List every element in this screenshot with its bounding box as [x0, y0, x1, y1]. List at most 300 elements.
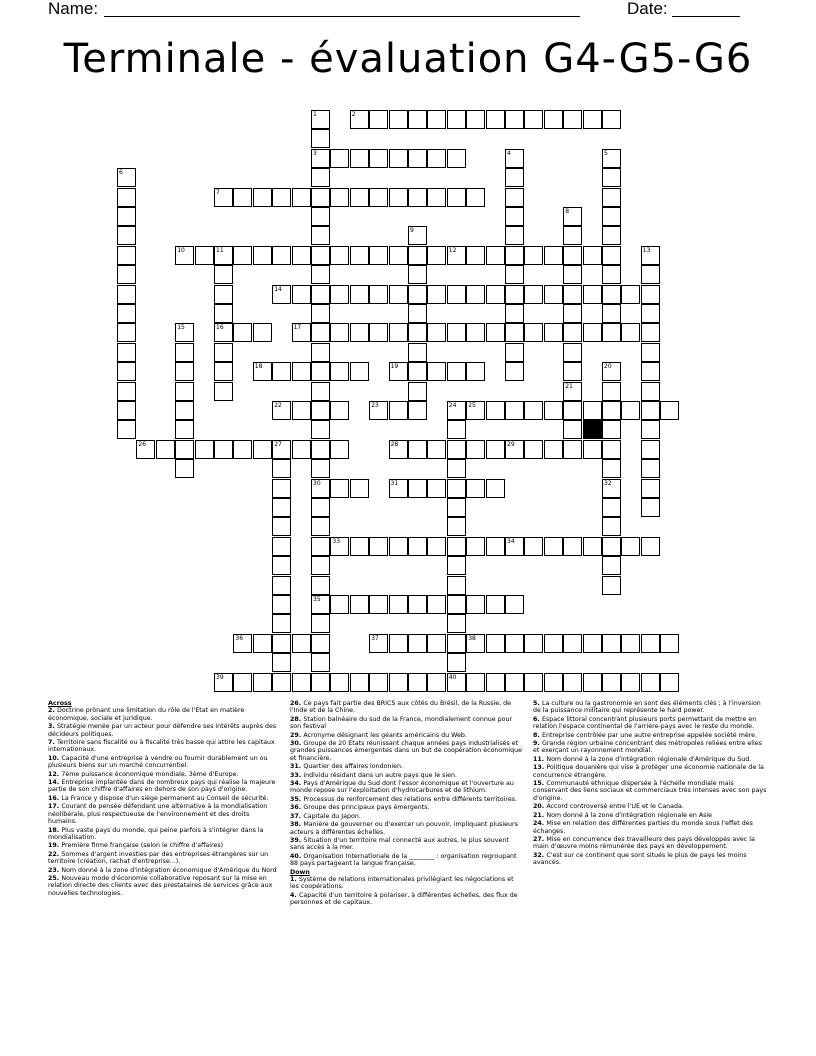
grid-cell[interactable] [505, 323, 524, 342]
grid-cell[interactable] [505, 168, 524, 187]
grid-cell[interactable] [641, 304, 660, 323]
grid-cell[interactable] [583, 673, 602, 692]
grid-cell[interactable] [641, 479, 660, 498]
grid-cell[interactable] [408, 246, 427, 265]
grid-cell[interactable] [311, 440, 330, 459]
grid-cell[interactable] [408, 401, 427, 420]
grid-cell[interactable] [214, 362, 233, 381]
grid-cell[interactable] [621, 537, 640, 556]
grid-cell[interactable] [311, 459, 330, 478]
grid-cell[interactable] [447, 149, 466, 168]
grid-cell[interactable] [330, 246, 349, 265]
grid-cell[interactable] [505, 362, 524, 381]
grid-cell[interactable] [350, 188, 369, 207]
grid-cell[interactable] [641, 323, 660, 342]
grid-cell[interactable] [544, 440, 563, 459]
grid-cell[interactable] [641, 459, 660, 478]
grid-cell[interactable] [311, 207, 330, 226]
grid-cell[interactable] [350, 246, 369, 265]
grid-cell[interactable] [563, 362, 582, 381]
grid-cell[interactable] [272, 188, 291, 207]
grid-cell[interactable] [563, 673, 582, 692]
grid-cell[interactable] [641, 401, 660, 420]
grid-cell[interactable] [253, 323, 272, 342]
grid-cell[interactable] [524, 401, 543, 420]
grid-cell[interactable] [272, 634, 291, 653]
grid-cell[interactable] [563, 207, 582, 226]
grid-cell[interactable] [408, 110, 427, 129]
grid-cell[interactable] [330, 362, 349, 381]
grid-cell[interactable] [233, 440, 252, 459]
grid-cell[interactable] [408, 265, 427, 284]
grid-cell[interactable] [253, 246, 272, 265]
grid-cell[interactable] [563, 401, 582, 420]
grid-cell[interactable] [311, 246, 330, 265]
grid-cell[interactable] [563, 323, 582, 342]
grid-cell[interactable] [602, 188, 621, 207]
grid-cell[interactable] [311, 362, 330, 381]
grid-cell[interactable] [486, 110, 505, 129]
grid-cell[interactable] [602, 420, 621, 439]
grid-cell[interactable] [233, 634, 252, 653]
grid-cell[interactable] [369, 673, 388, 692]
grid-cell[interactable] [544, 246, 563, 265]
grid-cell[interactable] [583, 537, 602, 556]
grid-cell[interactable] [350, 362, 369, 381]
grid-cell[interactable] [447, 285, 466, 304]
grid-cell[interactable] [466, 479, 485, 498]
grid-cell[interactable] [544, 673, 563, 692]
grid-cell[interactable] [369, 595, 388, 614]
grid-cell[interactable] [505, 110, 524, 129]
grid-cell[interactable] [641, 420, 660, 439]
grid-cell[interactable] [505, 343, 524, 362]
grid-cell[interactable] [583, 323, 602, 342]
grid-cell[interactable] [389, 110, 408, 129]
grid-cell[interactable] [466, 110, 485, 129]
grid-cell[interactable] [466, 537, 485, 556]
grid-cell[interactable] [330, 401, 349, 420]
grid-cell[interactable] [505, 634, 524, 653]
grid-cell[interactable] [117, 246, 136, 265]
grid-cell[interactable] [214, 265, 233, 284]
grid-cell[interactable] [427, 285, 446, 304]
grid-cell[interactable] [524, 537, 543, 556]
grid-cell[interactable] [311, 614, 330, 633]
grid-cell[interactable] [524, 110, 543, 129]
grid-cell[interactable] [117, 420, 136, 439]
grid-cell[interactable] [486, 323, 505, 342]
grid-cell[interactable] [602, 226, 621, 245]
grid-cell[interactable] [427, 188, 446, 207]
grid-cell[interactable] [563, 420, 582, 439]
grid-cell[interactable] [563, 382, 582, 401]
grid-cell[interactable] [602, 110, 621, 129]
grid-cell[interactable] [563, 440, 582, 459]
grid-cell[interactable] [272, 556, 291, 575]
grid-cell[interactable] [330, 537, 349, 556]
grid-cell[interactable] [311, 537, 330, 556]
grid-cell[interactable] [602, 401, 621, 420]
grid-cell[interactable] [369, 401, 388, 420]
grid-cell[interactable] [660, 401, 679, 420]
grid-cell[interactable] [660, 634, 679, 653]
grid-cell[interactable] [447, 634, 466, 653]
grid-cell[interactable] [292, 188, 311, 207]
grid-cell[interactable] [602, 634, 621, 653]
grid-cell[interactable] [602, 517, 621, 536]
grid-cell[interactable] [602, 265, 621, 284]
grid-cell[interactable] [369, 110, 388, 129]
grid-cell[interactable] [602, 362, 621, 381]
grid-cell[interactable] [117, 226, 136, 245]
grid-cell[interactable] [272, 285, 291, 304]
grid-cell[interactable] [466, 362, 485, 381]
grid-cell[interactable] [505, 207, 524, 226]
grid-cell[interactable] [350, 110, 369, 129]
grid-cell[interactable] [408, 304, 427, 323]
grid-cell[interactable] [350, 323, 369, 342]
grid-cell[interactable] [641, 382, 660, 401]
grid-cell[interactable] [505, 673, 524, 692]
grid-cell[interactable] [272, 595, 291, 614]
grid-cell[interactable] [447, 653, 466, 672]
grid-cell[interactable] [311, 673, 330, 692]
grid-cell[interactable] [311, 556, 330, 575]
grid-cell[interactable] [505, 265, 524, 284]
grid-cell[interactable] [447, 459, 466, 478]
grid-cell[interactable] [641, 265, 660, 284]
grid-cell[interactable] [214, 188, 233, 207]
grid-cell[interactable] [447, 614, 466, 633]
grid-cell[interactable] [292, 401, 311, 420]
grid-cell[interactable] [195, 440, 214, 459]
grid-cell[interactable] [427, 634, 446, 653]
grid-cell[interactable] [544, 110, 563, 129]
grid-cell[interactable] [175, 362, 194, 381]
grid-cell[interactable] [350, 595, 369, 614]
grid-cell[interactable] [486, 440, 505, 459]
grid-cell[interactable] [447, 556, 466, 575]
grid-cell[interactable] [408, 323, 427, 342]
grid-cell[interactable] [602, 323, 621, 342]
grid-cell[interactable] [621, 634, 640, 653]
grid-cell[interactable] [272, 498, 291, 517]
grid-cell[interactable] [117, 265, 136, 284]
grid-cell[interactable] [311, 420, 330, 439]
grid-cell[interactable] [408, 440, 427, 459]
grid-cell[interactable] [117, 188, 136, 207]
grid-cell[interactable] [389, 246, 408, 265]
grid-cell[interactable] [602, 576, 621, 595]
grid-cell[interactable] [311, 265, 330, 284]
grid-cell[interactable] [117, 285, 136, 304]
grid-cell[interactable] [447, 440, 466, 459]
grid-cell[interactable] [311, 382, 330, 401]
grid-cell[interactable] [389, 440, 408, 459]
grid-cell[interactable] [427, 440, 446, 459]
grid-cell[interactable] [272, 459, 291, 478]
grid-cell[interactable] [330, 479, 349, 498]
grid-cell[interactable] [311, 343, 330, 362]
grid-cell[interactable] [214, 323, 233, 342]
grid-cell[interactable] [253, 188, 272, 207]
grid-cell[interactable] [175, 440, 194, 459]
grid-cell[interactable] [602, 285, 621, 304]
grid-cell[interactable] [524, 246, 543, 265]
grid-cell[interactable] [195, 246, 214, 265]
grid-cell[interactable] [311, 323, 330, 342]
grid-cell[interactable] [175, 401, 194, 420]
grid-cell[interactable] [389, 285, 408, 304]
grid-cell[interactable] [602, 207, 621, 226]
grid-cell[interactable] [369, 285, 388, 304]
grid-cell[interactable] [389, 323, 408, 342]
grid-cell[interactable] [447, 188, 466, 207]
grid-cell[interactable] [466, 634, 485, 653]
grid-cell[interactable] [641, 634, 660, 653]
grid-cell[interactable] [621, 323, 640, 342]
grid-cell[interactable] [311, 576, 330, 595]
grid-cell[interactable] [117, 401, 136, 420]
grid-cell[interactable] [175, 382, 194, 401]
grid-cell[interactable] [602, 440, 621, 459]
grid-cell[interactable] [602, 382, 621, 401]
grid-cell[interactable] [544, 634, 563, 653]
grid-cell[interactable] [641, 440, 660, 459]
grid-cell[interactable] [311, 304, 330, 323]
grid-cell[interactable] [505, 304, 524, 323]
grid-cell[interactable] [330, 149, 349, 168]
grid-cell[interactable] [486, 673, 505, 692]
grid-cell[interactable] [524, 440, 543, 459]
grid-cell[interactable] [408, 479, 427, 498]
grid-cell[interactable] [505, 285, 524, 304]
grid-cell[interactable] [408, 285, 427, 304]
grid-cell[interactable] [447, 517, 466, 536]
grid-cell[interactable] [583, 440, 602, 459]
grid-cell[interactable] [117, 382, 136, 401]
grid-cell[interactable] [621, 285, 640, 304]
grid-cell[interactable] [641, 498, 660, 517]
grid-cell[interactable] [544, 285, 563, 304]
grid-cell[interactable] [389, 634, 408, 653]
grid-cell[interactable] [408, 362, 427, 381]
grid-cell[interactable] [447, 479, 466, 498]
grid-cell[interactable] [466, 323, 485, 342]
grid-cell[interactable] [389, 595, 408, 614]
grid-cell[interactable] [602, 537, 621, 556]
grid-cell[interactable] [292, 673, 311, 692]
grid-cell[interactable] [544, 323, 563, 342]
grid-cell[interactable] [214, 673, 233, 692]
grid-cell[interactable] [408, 149, 427, 168]
grid-cell[interactable] [311, 285, 330, 304]
grid-cell[interactable] [175, 420, 194, 439]
grid-cell[interactable] [408, 188, 427, 207]
grid-cell[interactable] [233, 246, 252, 265]
grid-cell[interactable] [330, 188, 349, 207]
grid-cell[interactable] [369, 634, 388, 653]
grid-cell[interactable] [311, 129, 330, 148]
grid-cell[interactable] [427, 537, 446, 556]
grid-cell[interactable] [466, 401, 485, 420]
grid-cell[interactable] [427, 479, 446, 498]
grid-cell[interactable] [408, 634, 427, 653]
grid-cell[interactable] [486, 537, 505, 556]
grid-cell[interactable] [505, 188, 524, 207]
grid-cell[interactable] [311, 498, 330, 517]
grid-cell[interactable] [505, 401, 524, 420]
grid-cell[interactable] [389, 537, 408, 556]
grid-cell[interactable] [447, 362, 466, 381]
grid-cell[interactable] [427, 323, 446, 342]
grid-cell[interactable] [621, 673, 640, 692]
grid-cell[interactable] [447, 420, 466, 439]
grid-cell[interactable] [311, 653, 330, 672]
grid-cell[interactable] [563, 537, 582, 556]
grid-cell[interactable] [350, 537, 369, 556]
grid-cell[interactable] [311, 401, 330, 420]
grid-cell[interactable] [253, 440, 272, 459]
grid-cell[interactable] [563, 304, 582, 323]
grid-cell[interactable] [505, 537, 524, 556]
grid-cell[interactable] [641, 246, 660, 265]
grid-cell[interactable] [563, 343, 582, 362]
grid-cell[interactable] [408, 343, 427, 362]
grid-cell[interactable] [117, 343, 136, 362]
grid-cell[interactable] [408, 673, 427, 692]
grid-cell[interactable] [583, 285, 602, 304]
grid-cell[interactable] [214, 343, 233, 362]
grid-cell[interactable] [447, 576, 466, 595]
grid-cell[interactable] [292, 285, 311, 304]
grid-cell[interactable] [214, 285, 233, 304]
grid-cell[interactable] [292, 634, 311, 653]
grid-cell[interactable] [292, 246, 311, 265]
grid-cell[interactable] [272, 517, 291, 536]
grid-cell[interactable] [466, 285, 485, 304]
grid-cell[interactable] [583, 634, 602, 653]
grid-cell[interactable] [563, 634, 582, 653]
grid-cell[interactable] [117, 304, 136, 323]
grid-cell[interactable] [292, 440, 311, 459]
grid-cell[interactable] [311, 479, 330, 498]
grid-cell[interactable] [524, 323, 543, 342]
grid-cell[interactable] [427, 673, 446, 692]
grid-cell[interactable] [117, 362, 136, 381]
grid-cell[interactable] [427, 362, 446, 381]
grid-cell[interactable] [233, 323, 252, 342]
grid-cell[interactable] [486, 285, 505, 304]
grid-cell[interactable] [117, 207, 136, 226]
grid-cell[interactable] [350, 149, 369, 168]
grid-cell[interactable] [447, 498, 466, 517]
grid-cell[interactable] [350, 479, 369, 498]
grid-cell[interactable] [272, 614, 291, 633]
grid-cell[interactable] [117, 323, 136, 342]
grid-cell[interactable] [660, 673, 679, 692]
grid-cell[interactable] [408, 595, 427, 614]
grid-cell[interactable] [505, 246, 524, 265]
grid-cell[interactable] [602, 673, 621, 692]
grid-cell[interactable] [272, 653, 291, 672]
grid-cell[interactable] [350, 673, 369, 692]
grid-cell[interactable] [272, 479, 291, 498]
grid-cell[interactable] [311, 149, 330, 168]
grid-cell[interactable] [486, 401, 505, 420]
grid-cell[interactable] [311, 517, 330, 536]
grid-cell[interactable] [447, 110, 466, 129]
grid-cell[interactable] [447, 673, 466, 692]
grid-cell[interactable] [524, 634, 543, 653]
grid-cell[interactable] [621, 401, 640, 420]
grid-cell[interactable] [253, 634, 272, 653]
grid-cell[interactable] [427, 149, 446, 168]
grid-cell[interactable] [408, 226, 427, 245]
grid-cell[interactable] [369, 188, 388, 207]
grid-cell[interactable] [156, 440, 175, 459]
grid-cell[interactable] [272, 537, 291, 556]
grid-cell[interactable] [272, 362, 291, 381]
grid-cell[interactable] [427, 110, 446, 129]
grid-cell[interactable] [641, 285, 660, 304]
grid-cell[interactable] [389, 188, 408, 207]
grid-cell[interactable] [233, 673, 252, 692]
grid-cell[interactable] [292, 362, 311, 381]
grid-cell[interactable] [563, 110, 582, 129]
grid-cell[interactable] [369, 246, 388, 265]
grid-cell[interactable] [311, 168, 330, 187]
grid-cell[interactable] [524, 673, 543, 692]
grid-cell[interactable] [175, 246, 194, 265]
grid-cell[interactable] [330, 673, 349, 692]
grid-cell[interactable] [544, 401, 563, 420]
grid-cell[interactable] [389, 401, 408, 420]
grid-cell[interactable] [447, 595, 466, 614]
grid-cell[interactable] [253, 673, 272, 692]
grid-cell[interactable] [292, 323, 311, 342]
grid-cell[interactable] [136, 440, 155, 459]
grid-cell[interactable] [408, 382, 427, 401]
grid-cell[interactable] [175, 459, 194, 478]
grid-cell[interactable] [544, 537, 563, 556]
grid-cell[interactable] [466, 246, 485, 265]
grid-cell[interactable] [311, 634, 330, 653]
grid-cell[interactable] [233, 188, 252, 207]
grid-cell[interactable] [563, 285, 582, 304]
grid-cell[interactable] [408, 537, 427, 556]
grid-cell[interactable] [641, 362, 660, 381]
grid-cell[interactable] [330, 595, 349, 614]
grid-cell[interactable] [311, 110, 330, 129]
grid-cell[interactable] [641, 537, 660, 556]
grid-cell[interactable] [602, 556, 621, 575]
grid-cell[interactable] [602, 459, 621, 478]
grid-cell[interactable] [253, 362, 272, 381]
grid-cell[interactable] [427, 246, 446, 265]
grid-cell[interactable] [505, 440, 524, 459]
grid-cell[interactable] [486, 246, 505, 265]
grid-cell[interactable] [583, 246, 602, 265]
grid-cell[interactable] [486, 595, 505, 614]
grid-cell[interactable] [447, 537, 466, 556]
grid-cell[interactable] [466, 188, 485, 207]
grid-cell[interactable] [563, 246, 582, 265]
grid-cell[interactable] [583, 401, 602, 420]
grid-cell[interactable] [389, 673, 408, 692]
grid-cell[interactable] [447, 246, 466, 265]
